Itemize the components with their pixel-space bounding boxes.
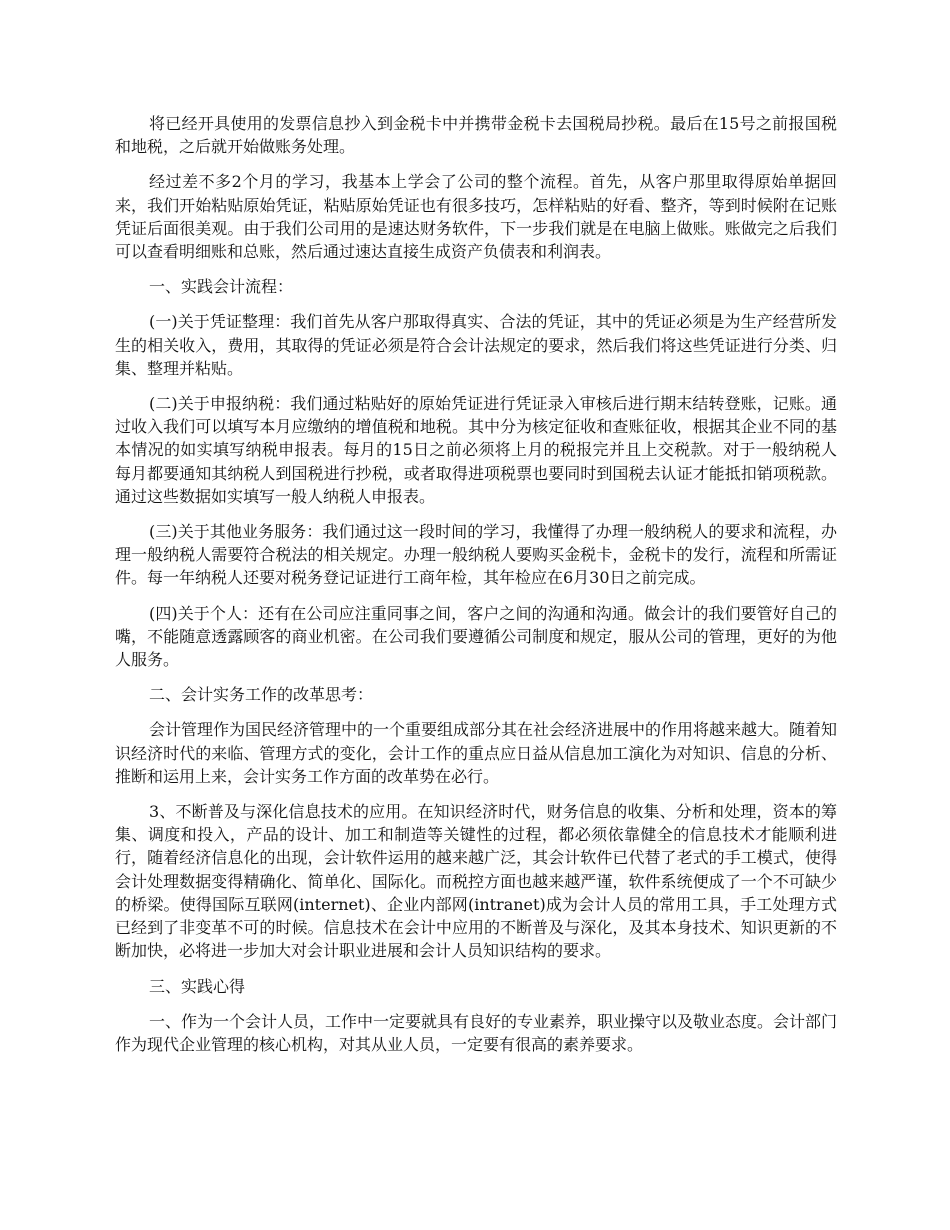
paragraph-information-technology: 3、不断普及与深化信息技术的应用。在知识经济时代，财务信息的收集、分析和处理，资本的筹集、调度和投入，产品的设计、加工和制造等关键性的过程，都必须依靠健全的信息技术才能顺利进行，随着经济信息化的出现，会计软件运用的越来越广泛，其会计软件已代替了老式的手工模式，使得会计处理数据变得精确化、简单化、国际化。而税控方面也越来越严谨，软件系统便成了一个不可缺少的桥梁。使得国际互联网(internet)、企业内部网(intranet)成为会计人员的常用工具，手工处理方式已经到了非变革不可的时候。信息技术在会计中应用的不断普及与深化，及其本身技术、知识更新的不断加快，必将进一步加大对会计职业进展和会计人员知识结构的要求。 [115, 802, 837, 961]
section-heading-reform: 二、会计实务工作的改革思考： [149, 685, 374, 705]
paragraph-learning-process: 经过差不多2个月的学习，我基本上学会了公司的整个流程。首先，从客户那里取得原始单据回来，我们开始粘贴原始凭证，粘贴原始凭证也有很多技巧，怎样粘贴的好看、整齐，等到时候附在记账凭证后面很美观。由于我们公司用的是速达财务软件，下一步我们就是在电脑上做账。账做完之后我们可以查看明细账和总账，然后通过速达直接生成资产负债表和利润表。 [115, 172, 837, 262]
paragraph-voucher-sorting: (一)关于凭证整理：我们首先从客户那取得真实、合法的凭证，其中的凭证必须是为生产经营所发生的相关收入，费用，其取得的凭证必须是符合会计法规定的要求，然后我们将这些凭证进行分类、归集、整理并粘贴。 [115, 312, 837, 378]
paragraph-tax-copy: 将已经开具使用的发票信息抄入到金税卡中并携带金税卡去国税局抄税。最后在15号之前报国税和地税，之后就开始做账务处理。 [115, 114, 837, 157]
paragraph-accounting-management: 会计管理作为国民经济管理中的一个重要组成部分其在社会经济进展中的作用将越来越大。随着知识经济时代的来临、管理方式的变化，会计工作的重点应日益从信息加工演化为对知识、信息的分析、推断和运用上来，会计实务工作方面的改革势在必行。 [115, 720, 838, 786]
document-body [115, 112, 837, 1068]
section-heading-practice-flow: 一、实践会计流程： [149, 277, 294, 297]
paragraph-professional-quality: 一、作为一个会计人员，工作中一定要就具有良好的专业素养，职业操守以及敬业态度。会计部门作为现代企业管理的核心机构，对其从业人员，一定要有很高的素养要求。 [115, 1011, 838, 1054]
paragraph-tax-declaration: (二)关于申报纳税：我们通过粘贴好的原始凭证进行凭证录入审核后进行期末结转登账，记账。通过收入我们可以填写本月应缴纳的增值税和地税。其中分为核定征收和查账征收，根据其企业不同的基本情况的如实填写纳税申报表。每月的15日之前必须将上月的税报完并且上交税款。对于一般纳税人每月都要通知其纳税人到国税进行抄税，或者取得进项税票也要同时到国税去认证才能抵扣销项税款。通过这些数据如实填写一般人纳税人申报表。 [115, 394, 837, 506]
section-heading-experience: 三、实践心得 [149, 976, 246, 996]
paragraph-other-services: (三)关于其他业务服务：我们通过这一段时间的学习，我懂得了办理一般纳税人的要求和流程，办理一般纳税人需要符合税法的相关规定。办理一般纳税人要购买金税卡，金税卡的发行，流程和所需证件。每一年纳税人还要对税务登记证进行工商年检，其年检应在6月30日之前完成。 [115, 522, 837, 588]
paragraph-personal: (四)关于个人：还有在公司应注重同事之间，客户之间的沟通和沟通。做会计的我们要管好自己的嘴，不能随意透露顾客的商业机密。在公司我们要遵循公司制度和规定，服从公司的管理，更好的为他人服务。 [115, 603, 837, 670]
